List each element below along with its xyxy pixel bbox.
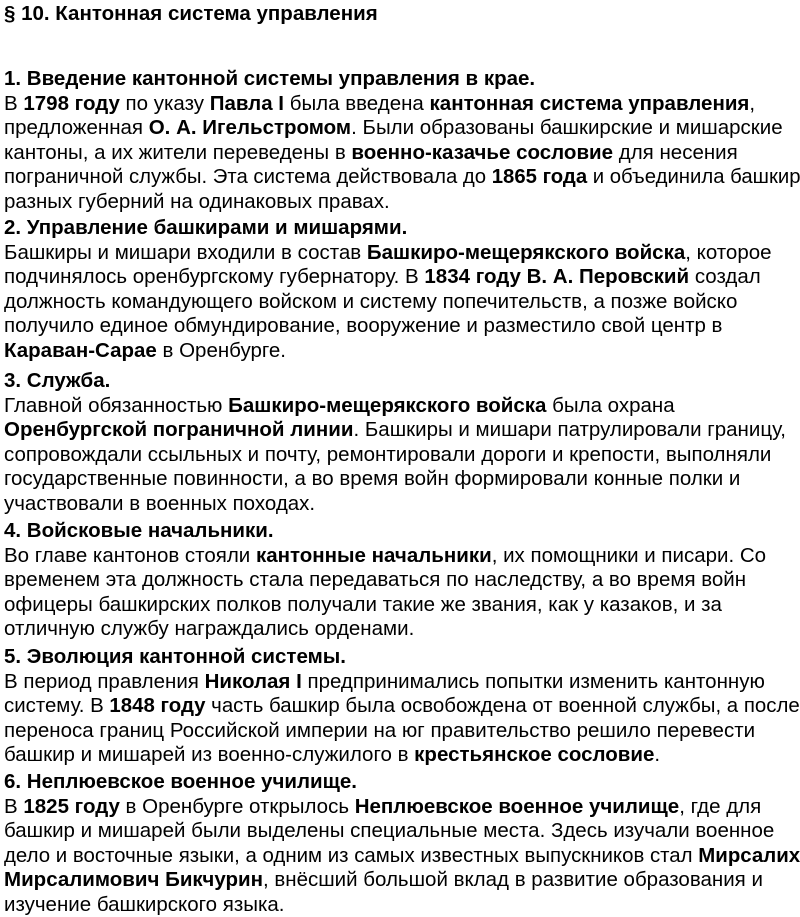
text-run: офицеры башкирских полков получали такие же звания, как у казаков, и за: [4, 593, 722, 616]
text-run: государственные повинности, а во время войн формировали конные полки и: [4, 467, 740, 490]
text-line: [4, 617, 800, 642]
bold-term: Мирсалимович Бикчурин: [4, 868, 263, 891]
bold-term: кантонные начальники: [256, 544, 492, 567]
page-title: § 10. Кантонная система управления: [4, 2, 378, 26]
text-run: , которое: [685, 241, 771, 264]
section-heading: 2. Управление башкирами и мишарями.: [4, 216, 800, 241]
section-heading: 4. Войсковые начальники.: [4, 519, 800, 544]
text-run: для несения: [613, 141, 738, 164]
text-run: изучение башкирского языка.: [4, 893, 284, 916]
text-run: Главной обязанностью: [4, 394, 228, 417]
text-line: [4, 241, 800, 266]
section-body: [4, 394, 800, 517]
text-run: , внёсший большой вклад в развитие образования и: [263, 868, 763, 891]
text-run: часть башкир была освобождена от военной службы, а после: [206, 694, 800, 717]
bold-term: О. А. Игельстромом: [149, 116, 351, 139]
text-line: [4, 265, 800, 290]
text-line: [4, 165, 793, 190]
section-heading: 3. Служба.: [4, 369, 800, 394]
text-line: [4, 116, 800, 141]
section-body: [4, 544, 800, 642]
text-line: [4, 694, 797, 719]
text-run: переноса границ Российской империи на юг правительство решило перевести: [4, 719, 755, 742]
text-run: Башкиры и мишари входили в состав: [4, 241, 367, 264]
section-evolution: [4, 645, 800, 768]
section-body: [4, 92, 800, 215]
text-line: [4, 670, 800, 695]
section-heading: 5. Эволюция кантонной системы.: [4, 645, 800, 670]
bold-term: Неплюевское военное училище: [355, 795, 680, 818]
text-run: и объединила башкир: [587, 165, 800, 188]
text-run: предложенная: [4, 116, 149, 139]
section-introduction: [4, 67, 800, 214]
section-heading: 1. Введение кантонной системы управления в крае.: [4, 67, 800, 92]
bold-term: Николая I: [205, 670, 302, 693]
text-run: В: [4, 795, 23, 818]
text-run: кантоны, а их жители переведены в: [4, 141, 351, 164]
text-line: [4, 868, 800, 893]
bold-term: Караван-Сарае: [4, 339, 157, 362]
text-line: [4, 568, 800, 593]
section-body: [4, 795, 800, 917]
bold-term: 1834 году В. А. Перовский: [424, 265, 689, 288]
text-run: в Оренбурге открылось: [120, 795, 355, 818]
text-run: , где для: [679, 795, 761, 818]
text-line: [4, 339, 800, 364]
bold-term: 1865 года: [492, 165, 587, 188]
text-line: [4, 290, 800, 315]
text-line: [4, 795, 800, 820]
text-run: дело и восточные языки, а одним из самых известных выпускников стал: [4, 844, 698, 867]
section-body: [4, 241, 800, 364]
text-line: [4, 893, 800, 917]
text-line: [4, 92, 800, 117]
text-run: была введена: [284, 92, 430, 115]
text-line: [4, 190, 800, 215]
text-run: .: [654, 743, 660, 766]
bold-term: 1825 году: [23, 795, 119, 818]
text-line: [4, 314, 800, 339]
text-run: в Оренбурге.: [157, 339, 286, 362]
text-run: В период правления: [4, 670, 205, 693]
text-line: [4, 394, 800, 419]
text-line: [4, 467, 800, 492]
text-run: получило единое обмундирование, вооружение и разместило свой центр в: [4, 314, 722, 337]
bold-term: Мирсалих: [698, 844, 800, 867]
text-run: . Башкиры и мишари патрулировали границу,: [353, 418, 786, 441]
text-run: ,: [749, 92, 755, 115]
text-run: . Были образованы башкирские и мишарские: [351, 116, 783, 139]
text-run: сопровождали ссыльных и почту, ремонтировали дороги и крепости, выполняли: [4, 443, 771, 466]
text-line: [4, 418, 800, 443]
text-line: [4, 844, 797, 869]
text-run: была охрана: [546, 394, 674, 417]
bold-term: Павла I: [210, 92, 284, 115]
text-run: участвовали в военных походах.: [4, 492, 315, 515]
section-management: [4, 216, 800, 363]
section-service: [4, 369, 800, 516]
bold-term: Оренбургской пограничной линии: [4, 418, 353, 441]
text-run: пограничной службы. Эта система действовала до: [4, 165, 492, 188]
text-run: систему. В: [4, 694, 109, 717]
text-line: [4, 141, 800, 166]
text-run: предпринимались попытки изменить кантонную: [302, 670, 765, 693]
text-run: по указу: [120, 92, 210, 115]
text-run: Во главе кантонов стояли: [4, 544, 256, 567]
text-line: [4, 719, 800, 744]
text-run: отличную службу награждались орденами.: [4, 617, 414, 640]
text-line: [4, 544, 800, 569]
section-heading: 6. Неплюевское военное училище.: [4, 770, 800, 795]
text-run: башкир и мишарей были выделены специальные места. Здесь изучали военное: [4, 819, 774, 842]
text-line: [4, 492, 800, 517]
bold-term: крестьянское сословие: [414, 743, 654, 766]
text-run: разных губерний на одинаковых правах.: [4, 190, 390, 213]
bold-term: 1798 году: [23, 92, 119, 115]
text-line: [4, 743, 800, 768]
text-run: В: [4, 92, 23, 115]
bold-term: 1848 году: [109, 694, 205, 717]
text-run: , их помощники и писари. Со: [492, 544, 766, 567]
text-line: [4, 593, 800, 618]
text-run: должность командующего войском и систему попечительств, а позже войско: [4, 290, 737, 313]
bold-term: Башкиро-мещерякского войска: [228, 394, 546, 417]
bold-term: кантонная система управления: [430, 92, 750, 115]
text-run: временем эта должность стала передаваться по наследству, а во время войн: [4, 568, 746, 591]
text-line: [4, 819, 800, 844]
text-run: башкир и мишарей из военно-служилого в: [4, 743, 414, 766]
section-body: [4, 670, 800, 768]
bold-term: военно-казачье сословие: [351, 141, 613, 164]
bold-term: Башкиро-мещерякского войска: [367, 241, 685, 264]
text-run: подчинялось оренбургскому губернатору. В: [4, 265, 424, 288]
section-school: [4, 770, 800, 917]
section-commanders: [4, 519, 800, 642]
text-run: создал: [689, 265, 761, 288]
text-line: [4, 443, 800, 468]
